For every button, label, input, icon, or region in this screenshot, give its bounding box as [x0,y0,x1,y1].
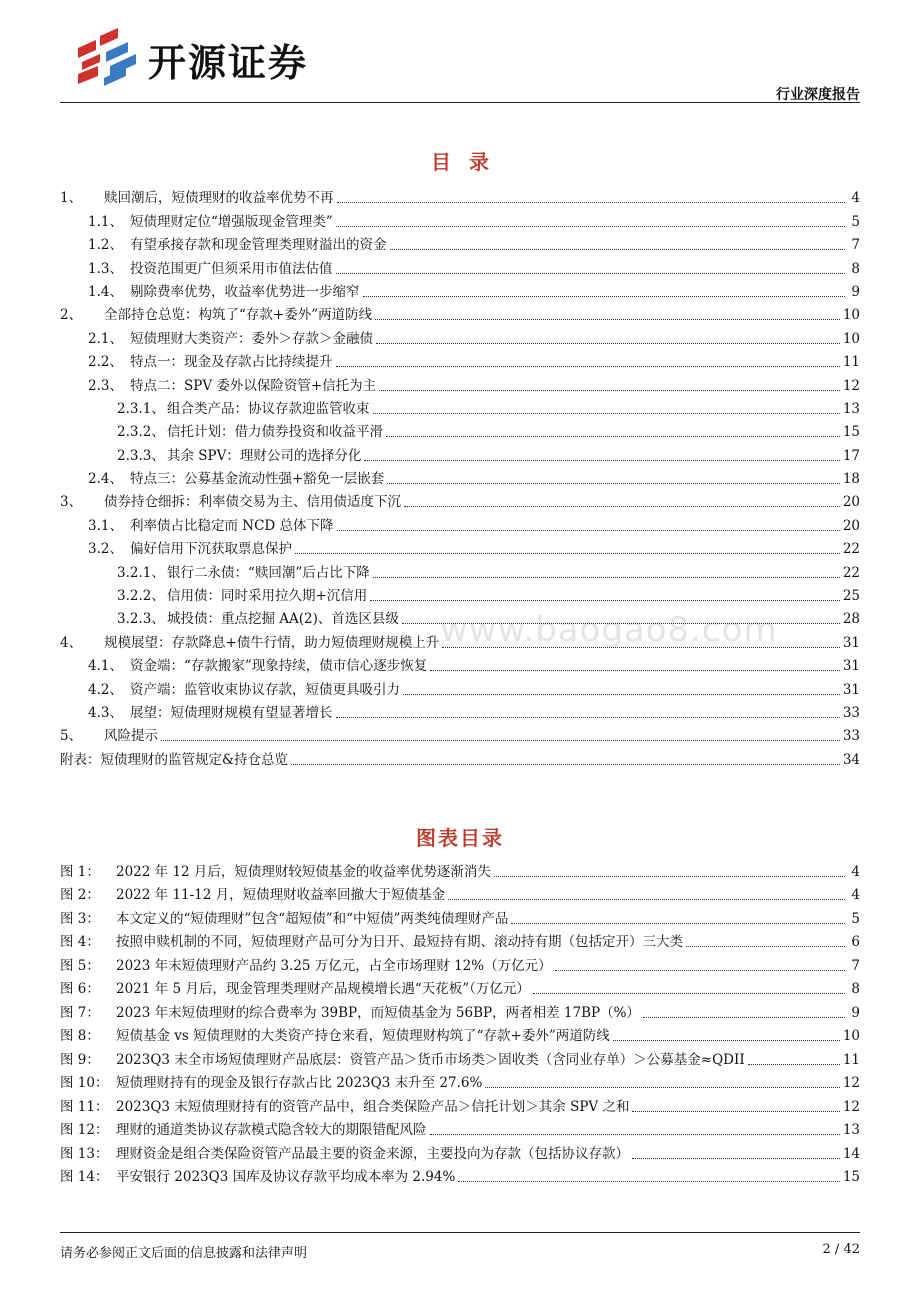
entry-number: 图 12： [60,1122,109,1138]
entry-title: 资金端：“存款搬家”现象持续，债市信心逐步恢复 [130,658,428,675]
entry-title: 规模展望：存款降息+债牛行情，助力短债理财规模上升 [104,634,440,651]
entry-title: 短债理财大类资产：委外＞存款＞金融债 [130,330,373,347]
entry-number: 2.2、 [88,354,123,371]
entry-title: 理财资金是组合类保险资管产品最主要的资金来源，主要投向为存款（包括协议存款） [116,1145,629,1162]
toc-title: 目录 [431,150,507,174]
kaiyuan-logo-icon [76,26,138,86]
dot-leader [370,600,840,601]
entry-page-number: 20 [842,494,860,511]
dot-leader [291,764,840,765]
entry-title: 本文定义的“短债理财”包含“超短债”和“中短债”两类纯债理财产品 [116,910,509,927]
entry-label [117,610,399,628]
toc-entry[interactable] [60,605,860,628]
entry-number: 2.3.1、 [117,400,165,417]
entry-label [60,957,552,975]
entry-label [88,657,427,675]
entry-page-number: 4 [851,887,860,903]
entry-label [60,886,445,904]
dot-leader [295,553,840,554]
dot-leader [430,670,840,671]
entry-page-number: 31 [842,681,860,698]
entry-page-number: 25 [842,588,860,605]
entry-label [88,704,333,722]
entry-label [60,1121,427,1139]
entry-label [60,1145,629,1163]
entry-label [88,213,333,231]
entry-page-number: 8 [851,260,860,277]
entry-label [88,353,333,371]
entry-label [117,400,370,418]
toc-entry[interactable] [60,488,860,511]
entry-title: 平安银行 2023Q3 国库及协议存款平均成本率为 2.94% [116,1169,456,1185]
figure-list [60,857,860,1186]
entry-title: 偏好信用下沉获取票息保护 [130,541,292,558]
dot-leader [161,740,840,741]
toc-entry[interactable] [60,207,860,230]
toc-entry[interactable] [60,278,860,301]
entry-page-number: 33 [842,704,860,721]
entry-page-number: 10 [842,330,860,347]
figure-entry[interactable] [60,1069,860,1093]
entry-title: 信托计划：借力债券投资和收益平滑 [167,424,383,441]
entry-page-number: 15 [842,424,860,441]
entry-page-number: 12 [842,1098,860,1115]
entry-page-number: 8 [851,981,860,997]
entry-label [88,330,373,348]
entry-page-number: 7 [851,957,860,974]
entry-page-number: 10 [842,307,860,324]
entry-number: 4.3、 [88,704,123,721]
entry-page-number: 15 [842,1169,860,1185]
entry-title: 利率债占比稳定而 NCD 总体下降 [130,517,334,534]
entry-page-number: 31 [842,658,860,675]
dot-leader [364,460,839,461]
entry-title: 特点一：现金及存款占比持续提升 [130,354,333,371]
entry-title: 2021 年 5 月后，现金管理类理财产品规模增长遇“天花板”（万亿元） [116,981,530,997]
dot-leader [337,530,840,531]
toc-entry[interactable] [60,535,860,558]
figure-list-title: 图表目录 [416,826,504,850]
dot-leader [375,319,840,320]
dot-leader [337,202,846,203]
figure-entry[interactable] [60,1139,860,1163]
entry-label [60,634,439,652]
entry-label [117,423,383,441]
dot-leader [403,694,840,695]
figure-entry[interactable] [60,951,860,975]
dot-leader [494,876,845,877]
figure-entry[interactable] [60,1045,860,1069]
entry-page-number: 33 [842,728,860,745]
entry-number: 3.2.1、 [117,564,165,581]
entry-page-number: 5 [851,910,860,927]
toc-entry[interactable] [60,184,860,207]
entry-label [88,260,333,278]
dot-leader [632,1111,839,1112]
entry-label [88,283,360,301]
entry-number: 3.2.2、 [117,588,165,605]
dot-leader [555,970,845,971]
entry-title: 资产端：监管收束协议存款，短债更具吸引力 [130,681,400,698]
figure-entry[interactable] [60,857,860,881]
toc-entry[interactable] [60,699,860,722]
figure-entry[interactable] [60,975,860,999]
dot-leader [632,1158,840,1159]
entry-number: 4.1、 [88,658,123,675]
dot-leader [430,1134,840,1135]
entry-title: 2022 年 12 月后，短债理财较短债基金的收益率优势逐渐消失 [116,863,491,880]
entry-title: 理财的通道类协议存款模式隐含较大的期限错配风险 [116,1122,427,1138]
dot-leader [390,249,846,250]
header-divider [60,102,860,103]
dot-leader [402,623,840,624]
toc-entry[interactable] [60,675,860,698]
toc-entry[interactable] [60,301,860,324]
entry-page-number: 22 [842,541,860,558]
entry-page-number: 18 [842,471,860,488]
toc-entry[interactable] [60,231,860,254]
entry-title: 风险提示 [104,728,158,745]
entry-title: 短债理财持有的现金及银行存款占比 2023Q3 末升至 27.6% [116,1075,483,1091]
dot-leader [363,296,846,297]
entry-title: 2022 年 11-12 月，短债理财收益率回撤大于短债基金 [116,887,446,903]
entry-title: 附表：短债理财的监管规定&持仓总览 [60,751,289,768]
entry-title: 展望：短债理财规模有望显著增长 [130,704,333,721]
dot-leader [511,923,845,924]
entry-number: 图 7： [60,1004,100,1021]
entry-title: 城投债：重点挖掘 AA(2)、首选区县级 [167,611,399,628]
entry-number: 3.2.3、 [117,611,165,628]
entry-label [60,306,372,324]
entry-label [88,540,292,558]
entry-label [88,236,387,254]
toc-entry[interactable] [60,371,860,394]
entry-label [60,189,334,207]
entry-title: 2023 年末短债理财的综合费率为 39BP，而短债基金为 56BP，两者相差 17BP（%） [116,1004,640,1021]
dot-leader [379,390,840,391]
entry-number: 图 9： [60,1051,100,1068]
entry-number: 图 1： [60,863,100,880]
toc-list [60,184,860,769]
toc-entry[interactable] [60,465,860,488]
page-header [60,18,860,103]
toc-entry[interactable] [60,582,860,605]
entry-label [60,910,508,928]
entry-page-number: 9 [851,1004,860,1021]
toc-entry[interactable] [60,441,860,464]
entry-title: 2023 年末短债理财产品约 3.25 万亿元，占全市场理财 12%（万亿元） [116,957,552,974]
entry-number: 图 3： [60,910,100,927]
entry-title: 信用债：同时采用拉久期+沉信用 [167,588,368,605]
toc-entry[interactable] [60,745,860,768]
entry-label [60,493,401,511]
entry-number: 1.2、 [88,237,123,254]
dot-leader [387,483,840,484]
entry-number: 3、 [60,494,83,511]
entry-title: 短债基金 vs 短债理财的大类资产持仓来看，短债理财构筑了“存款+委外”两道防线 [116,1028,610,1044]
dot-leader [386,436,840,437]
entry-page-number: 7 [851,237,860,254]
entry-label [88,470,384,488]
entry-number: 5、 [60,728,83,745]
entry-number: 2.3.2、 [117,424,165,441]
toc-entry[interactable] [60,418,860,441]
dot-leader [336,273,846,274]
dot-leader [373,577,840,578]
entry-number: 图 10： [60,1075,109,1091]
entry-title: 其余 SPV：理财公司的选择分化 [167,447,362,464]
entry-number: 1、 [60,190,83,207]
entry-number: 1.1、 [88,213,123,230]
entry-label [60,1051,745,1069]
entry-title: 有望承接存款和现金管理类理财溢出的资金 [130,237,387,254]
dot-leader [376,343,840,344]
toc-entry[interactable] [60,722,860,745]
dot-leader [442,647,840,648]
entry-page-number: 31 [842,634,860,651]
entry-title: 赎回潮后，短债理财的收益率优势不再 [104,190,334,207]
entry-label [60,980,530,998]
entry-number: 图 14： [60,1169,109,1185]
entry-page-number: 11 [842,1051,860,1068]
dot-leader [336,717,840,718]
entry-number: 2.3.3、 [117,447,165,464]
entry-label [60,1098,629,1116]
entry-label [60,933,683,951]
entry-label [60,1074,482,1092]
entry-label [88,681,400,699]
entry-page-number: 4 [851,190,860,207]
entry-page-number: 14 [842,1145,860,1162]
entry-title: 投资范围更广但须采用市值法估值 [130,260,333,277]
entry-number: 图 4： [60,934,100,950]
figure-entry[interactable] [60,998,860,1022]
entry-label [117,447,361,465]
entry-number: 4.2、 [88,681,123,698]
dot-leader [336,226,845,227]
entry-number: 图 11： [60,1098,109,1115]
entry-label [60,1004,640,1022]
entry-number: 1.3、 [88,260,123,277]
figure-entry[interactable] [60,928,860,952]
dot-leader [485,1087,840,1088]
entry-label [88,517,334,535]
entry-page-number: 11 [842,354,860,371]
entry-page-number: 34 [842,751,860,768]
toc-entry[interactable] [60,652,860,675]
entry-title: 银行二永债：“赎回潮”后占比下降 [167,564,370,581]
entry-label [88,377,376,395]
toc-entry[interactable] [60,628,860,651]
page-indicator: 2 / 42 [822,1242,860,1257]
entry-label [60,863,491,881]
entry-label [60,751,288,769]
toc-entry[interactable] [60,254,860,277]
dot-leader [448,899,845,900]
figure-entry[interactable] [60,1092,860,1116]
entry-number: 2.1、 [88,330,123,347]
entry-label [60,1027,610,1045]
entry-page-number: 13 [842,1122,860,1138]
entry-page-number: 20 [842,517,860,534]
entry-number: 2.4、 [88,471,123,488]
entry-title: 短债理财定位“增强版现金管理类” [130,213,333,230]
entry-page-number: 4 [851,863,860,880]
entry-number: 1.4、 [88,283,123,300]
dot-leader [643,1017,845,1018]
brand-name: 开源证券 [148,41,309,85]
dot-leader [533,993,845,994]
entry-number: 图 2： [60,887,100,903]
entry-number: 图 8： [60,1028,100,1044]
entry-number: 3.2、 [88,541,123,558]
watermark: www.baogao8.com [440,610,778,650]
dot-leader [613,1040,840,1041]
toc-entry[interactable] [60,324,860,347]
dot-leader [373,413,840,414]
dot-leader [748,1064,840,1065]
entry-number: 4、 [60,634,83,651]
entry-page-number: 13 [842,400,860,417]
entry-page-number: 17 [842,447,860,464]
entry-number: 2、 [60,307,83,324]
figure-entry[interactable] [60,1116,860,1140]
dot-leader [686,946,845,947]
figure-entry[interactable] [60,904,860,928]
dot-leader [404,506,840,507]
entry-label [60,727,158,745]
dot-leader [336,366,840,367]
entry-title: 按照申赎机制的不同，短债理财产品可分为日开、最短持有期、滚动持有期（包括定开）三大类 [116,934,683,950]
entry-page-number: 28 [842,611,860,628]
footer-disclaimer: 请务必参阅正文后面的信息披露和法律声明 [60,1246,308,1261]
entry-number: 图 5： [60,957,100,974]
entry-title: 2023Q3 末短债理财持有的资管产品中，组合类保险产品＞信托计划＞其余 SPV 之和 [116,1098,630,1115]
entry-number: 图 13： [60,1145,109,1162]
entry-title: 特点三：公募基金流动性强+豁免一层嵌套 [130,471,385,488]
entry-page-number: 5 [851,213,860,230]
entry-number: 图 6： [60,981,100,997]
entry-title: 债券持仓细拆：利率债交易为主、信用债适度下沉 [104,494,401,511]
entry-page-number: 22 [842,564,860,581]
toc-entry[interactable] [60,348,860,371]
figure-entry[interactable] [60,1163,860,1187]
entry-number: 3.1、 [88,517,123,534]
entry-title: 特点二：SPV 委外以保险资管+信托为主 [130,377,377,394]
entry-page-number: 6 [851,934,860,950]
toc-entry[interactable] [60,395,860,418]
figure-entry[interactable] [60,881,860,905]
toc-entry[interactable] [60,558,860,581]
dot-leader [458,1181,840,1182]
entry-title: 2023Q3 末全市场短债理财产品底层：资管产品＞货币市场类＞固收类（含同业存单）＞公募基金≈QDII [116,1051,745,1068]
entry-title: 组合类产品：协议存款迎监管收束 [167,400,370,417]
entry-label [117,564,370,582]
report-type-label: 行业深度报告 [776,87,860,103]
entry-label [117,587,367,605]
entry-page-number: 9 [851,283,860,300]
entry-label [60,1168,455,1186]
footer-divider [60,1232,860,1233]
toc-entry[interactable] [60,511,860,534]
entry-page-number: 10 [842,1028,860,1044]
figure-entry[interactable] [60,1022,860,1046]
entry-title: 剔除费率优势，收益率优势进一步缩窄 [130,283,360,300]
entry-title: 全部持仓总览：构筑了“存款+委外”两道防线 [104,307,373,324]
entry-number: 2.3、 [88,377,123,394]
entry-page-number: 12 [842,1075,860,1091]
entry-page-number: 12 [842,377,860,394]
